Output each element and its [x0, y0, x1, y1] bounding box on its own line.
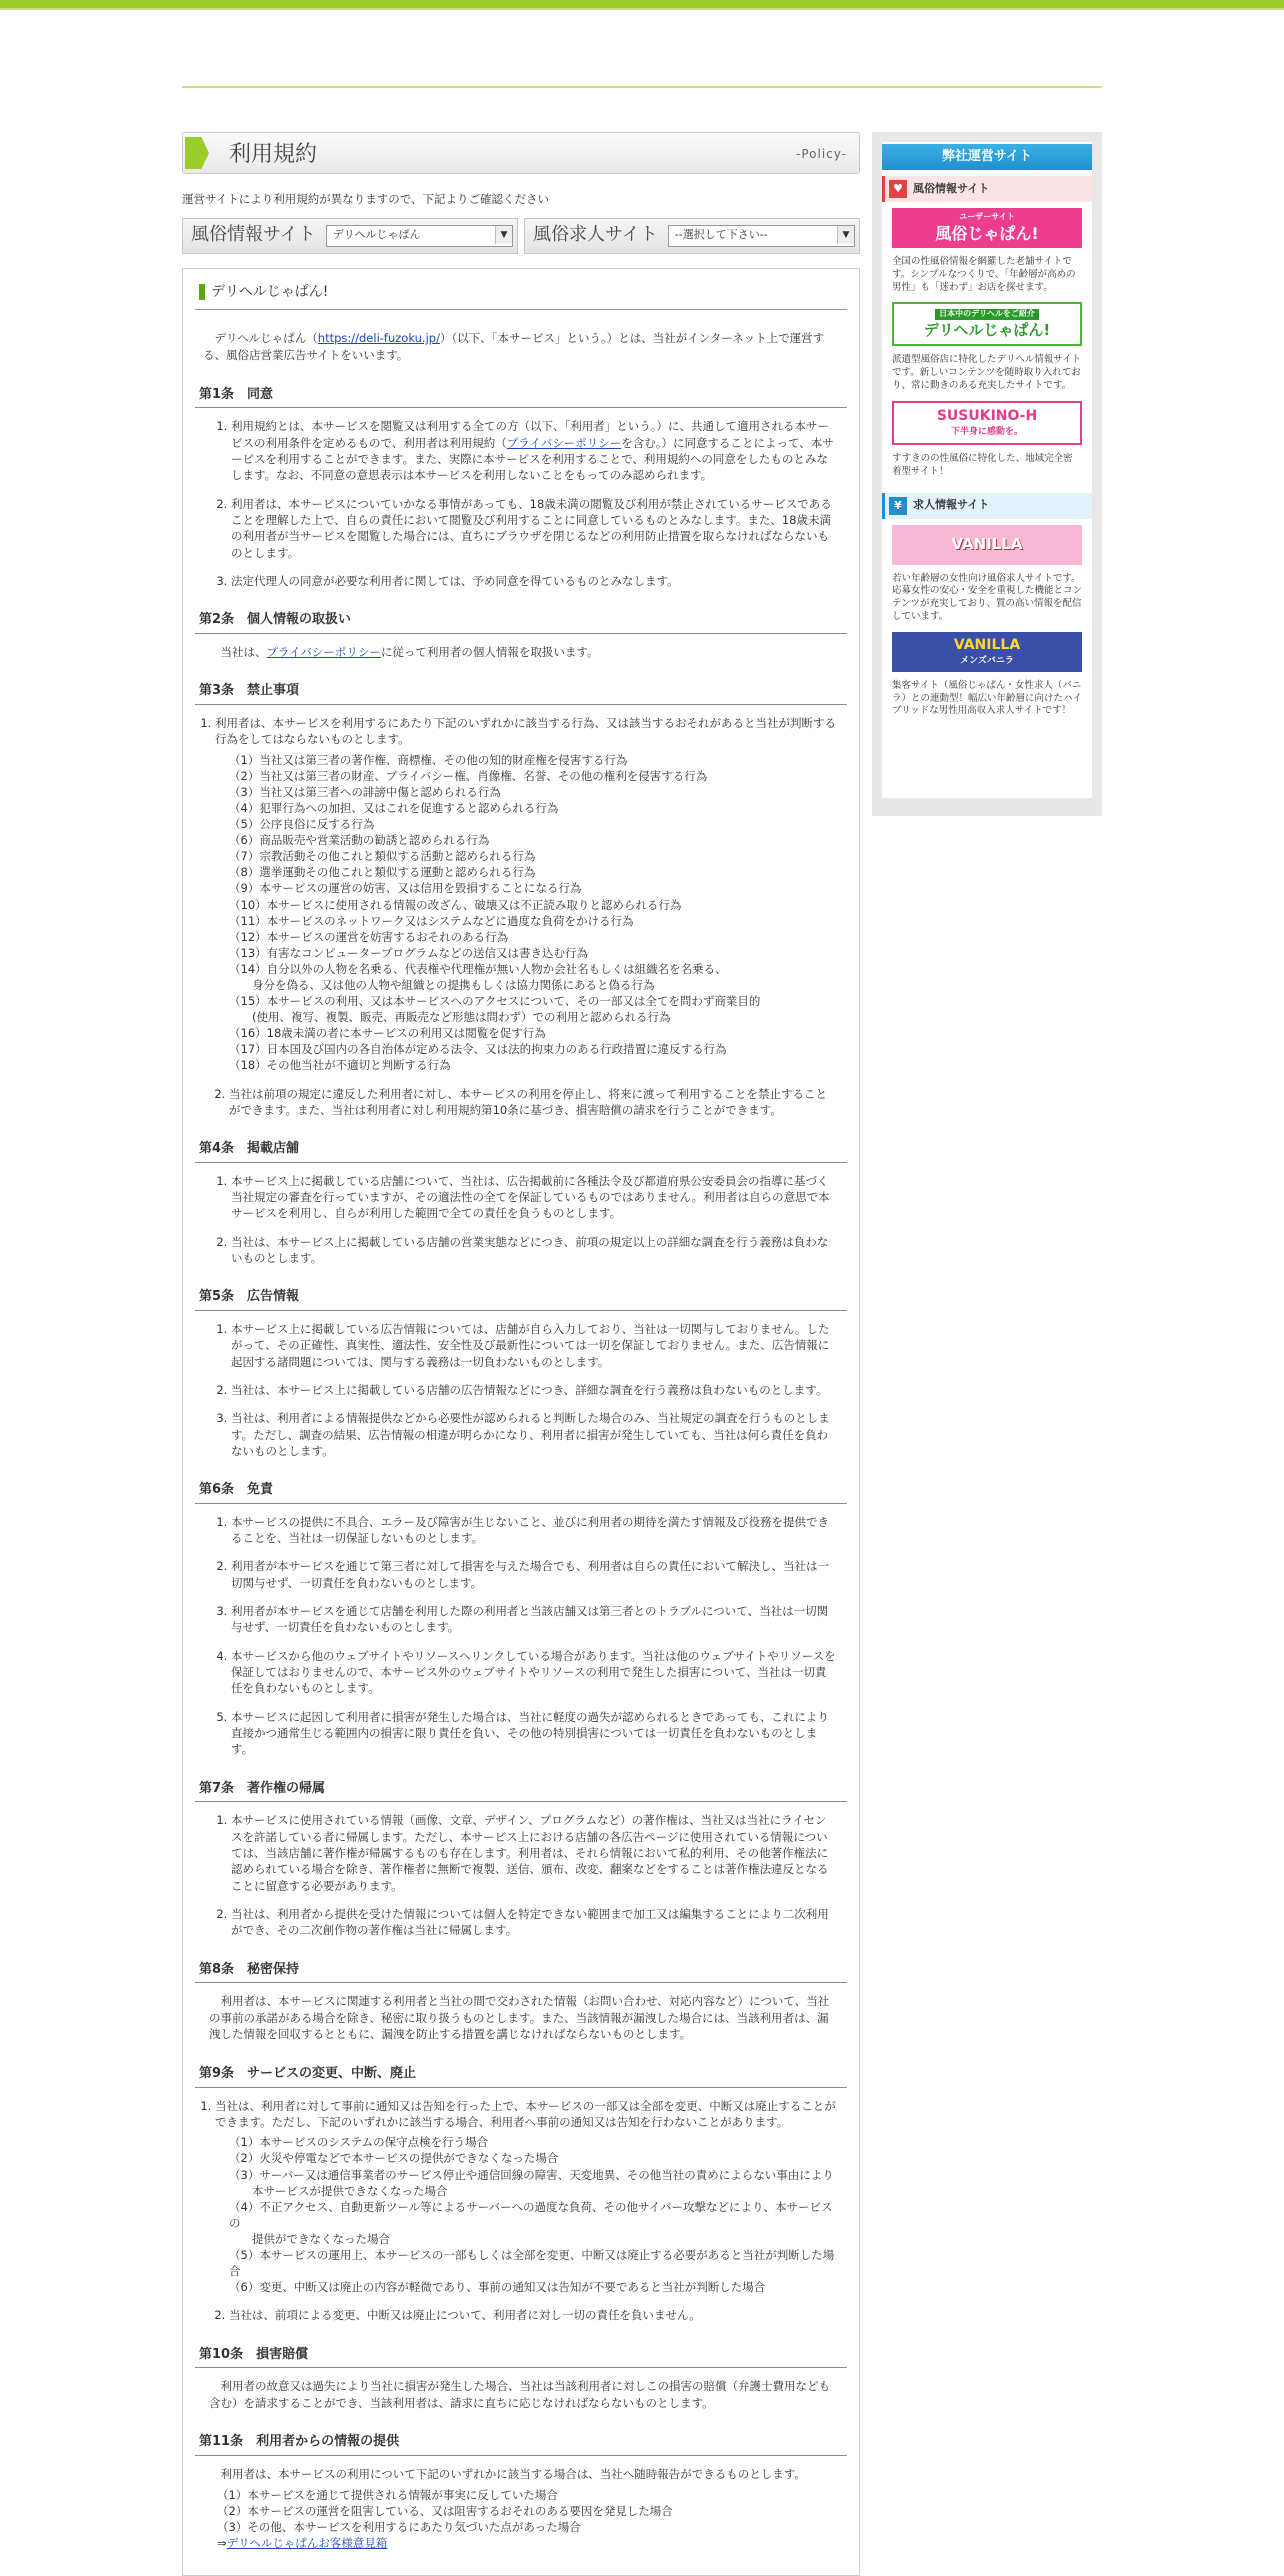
heading-mark	[199, 284, 205, 300]
susukino-banner[interactable]	[892, 401, 1082, 445]
article-2-title: 第2条 個人情報の取扱い	[195, 611, 847, 634]
article-4-list	[195, 1173, 847, 1267]
yen-icon: ¥	[889, 497, 907, 515]
sub-item: （11）本サービスのネットワーク又はシステムなどに過度な負荷をかける行為	[229, 913, 634, 928]
banner-subtext: 下半身に感動を。	[950, 427, 1023, 438]
list-item: 3. 法定代理人の同意が必要な利用者に関しては、予め同意を得ているものとみなします。	[231, 573, 837, 589]
page-subtitle: -Policy-	[796, 147, 847, 161]
site-header	[182, 10, 1102, 88]
lead-text: デリヘルじゃぱん（	[214, 331, 318, 346]
banner-subtext: メンズバニラ	[960, 656, 1014, 667]
banner-subtext: 日本中のデリヘルをご紹介	[935, 309, 1039, 320]
article-5-title: 第5条 広告情報	[195, 1288, 847, 1311]
sub-item: （15）本サービスの利用、又は本サービスへのアクセスについて、その一部又は全てを問わず商業目的	[229, 994, 761, 1009]
sidebar-header: 弊社運営サイト	[882, 142, 1092, 170]
article-6-list	[195, 1514, 847, 1758]
sub-item: 本サービスが提供できなくなった場合	[229, 2183, 448, 2198]
list-item: 2. 当社は、利用者から提供を受けた情報については個人を特定できない範囲まで加工又は編集することにより二次利用ができ、その二次創作物の著作権は当社に帰属します。	[231, 1906, 837, 1939]
chevron-down-icon: ▼	[495, 226, 512, 244]
list-item: 2. 当社は、本サービス上に掲載している店舗の広告情報などにつき、詳細な調査を行う義務は負わないものとします。	[231, 1382, 837, 1398]
sub-item: （4）不正アクセス、自動更新ツール等によるサーバーへの過度な負荷、その他サイバー攻撃などにより、本サービスの	[229, 2199, 833, 2230]
banner-title: デリヘルじゃぱん!	[923, 320, 1051, 339]
sub-item: （3）その他、本サービスを利用するにあたり気づいた点があった場合	[217, 2519, 581, 2534]
article-6-title: 第6条 免責	[195, 1481, 847, 1504]
fuzoku-category	[882, 176, 1092, 202]
article-10-title: 第10条 損害賠償	[195, 2346, 847, 2369]
list-item: 1. 本サービスに使用されている情報（画像、文章、デザイン、プログラムなど）の著作権は、当社又は当社にライセンスを許諾している者に帰属します。ただし、本サービス上における店舗の各広告ページに使用されている情報については、当該店舗に著作権が帰属するものも存在します。利用者は、それら情報において私的利用、その他著作権法に認められている場合を除き、著作権者に無断で複製、送信、頒布、改変、翻案などをすることは著作権法違反となることに留意する必要があります。	[231, 1812, 837, 1894]
article-3-title: 第3条 禁止事項	[195, 682, 847, 705]
sub-item: （10）本サービスに使用される情報の改ざん、破壊又は不正読み取りと認められる行為	[229, 897, 682, 912]
list-item: 1. 本サービス上に掲載している店舗について、当社は、広告掲載前に各種法令及び都道府県公安委員会の指導に基づく当社規定の審査を行っていますが、その適法性の全てを保証しているものではありません。利用者は自らの意思で本サービスを利用し、自らが利用した範囲で全ての責任を負うものとします。	[231, 1173, 837, 1222]
sub-item: 提供ができなくなった場合	[229, 2231, 390, 2246]
policy-content	[182, 268, 860, 2576]
select-value: --選択して下さい--	[674, 228, 768, 242]
heart-icon: ♥	[889, 180, 907, 198]
list-item: 2. 当社は、本サービス上に掲載している店舗の営業実態などにつき、前項の規定以上の詳細な調査を行う義務は負わないものとします。	[231, 1234, 837, 1267]
vanilla-banner[interactable]	[892, 525, 1082, 565]
selector-label: 風俗情報サイト	[191, 224, 316, 246]
article-4-title: 第4条 掲載店舗	[195, 1140, 847, 1163]
list-item: 1. 本サービスの提供に不具合、エラー及び障害が生じないこと、並びに利用者の期待を満たす情報及び役務を提供できることを、当社は一切保証しないものとします。	[231, 1514, 837, 1547]
sub-item: （13）有害なコンピュータープログラムなどの送信又は書き込む行為	[229, 945, 588, 960]
select-value: デリヘルじゃぱん	[332, 228, 421, 242]
chevron-down-icon: ▼	[837, 226, 854, 244]
banner-title: 風俗じゃぱん!	[935, 223, 1039, 243]
site-name: デリヘルじゃぱん!	[211, 283, 329, 300]
deli-japan-desc: 派遣型風俗店に特化したデリヘル情報サイトです。新しいコンテンツを随時取り入れており、常に動きのある充実したサイトです。	[892, 354, 1082, 392]
list-item	[215, 715, 837, 1074]
privacy-policy-link[interactable]: プライバシーポリシー	[506, 435, 622, 450]
susukino-desc: すすきのの性風俗に特化した、地域完全密着型サイト！	[892, 452, 1073, 477]
item-text: 当社は、利用者に対して事前に通知又は告知を行った上で、本サービスの一部又は全部を変更、中断又は廃止することができます。ただし、下記のいずれかに該当する場合、利用者へ事前の通知又は告知を行わないことがあります。	[215, 2098, 836, 2129]
list-item: 2. 当社は前項の規定に違反した利用者に対し、本サービスの利用を停止し、将来に渡って利用することを禁止することができます。また、当社は利用者に対し利用規約第10条に基づき、損害賠償の請求を行うことができます。	[229, 1086, 837, 1119]
sub-item: （2）火災や停電などで本サービスの提供ができなくなった場合	[229, 2151, 559, 2166]
sub-item: （5）本サービスの運用上、本サービスの一部もしくは全部を変更、中断又は廃止する必要があると当社が判断した場合	[229, 2247, 835, 2279]
article-2-body	[195, 644, 847, 661]
sub-item: (使用、複写、複製、販売、再販売など形態は問わず）での利用と認められる行為	[229, 1010, 671, 1025]
lead-paragraph	[195, 310, 847, 363]
article-1-list	[195, 418, 847, 589]
sub-item: （5）公序良俗に反する行為	[229, 817, 375, 832]
article-9-list	[195, 2098, 847, 2324]
sub-item: （6）商品販売や営業活動の勧誘と認められる行為	[229, 833, 490, 848]
article-8-title: 第8条 秘密保持	[195, 1961, 847, 1984]
fuzoku-japan-banner[interactable]	[892, 208, 1082, 248]
article-10-body: 利用者の故意又は過失により当社に損害が発生した場合、当社は当該利用者に対しこの損害の賠償（弁護士費用なども含む）を請求することができ、当該利用者は、請求に直ちに応じなければならないものとします。	[209, 2379, 830, 2410]
article-7-title: 第7条 著作権の帰属	[195, 1780, 847, 1803]
banner-subtext: ユーザーサイト	[959, 211, 1015, 221]
sub-item: （2）当社又は第三者の財産、プライバシー権、肖像権、名誉、その他の権利を侵害する行為	[229, 768, 708, 783]
page-wrapper	[182, 132, 1102, 2568]
item-text: 利用規約とは、本サービスを閲覧又は利用する全ての方（以下、「利用者」という。）に、共通して適用される本サービスの利用条件を定めるもので、利用者は利用規約（	[231, 419, 829, 450]
sub-item: （9）本サービスの運営の妨害、又は信用を毀損することになる行為	[229, 881, 582, 896]
privacy-policy-link[interactable]: プライバシーポリシー	[266, 644, 381, 659]
site-url-link[interactable]: https://deli-fuzoku.jp/	[317, 331, 440, 346]
arrow-prefix: ⇒	[217, 2535, 227, 2550]
list-item: 4. 本サービスから他のウェブサイトやリソースへリンクしている場合があります。当社は他のウェブサイトやリソースを保証してはおりませんので、本サービス外のウェブサイトやリソースの利用で発生した損害について、当社は一切責任を負わないものとします。	[231, 1648, 837, 1697]
mens-vanilla-desc: 集客サイト（風俗じゃぱん・女性求人（バニラ）との連動型！幅広い年齢層に向けたハイブリッドな男性用高収入求人サイトです！	[892, 679, 1083, 717]
sub-item: （16）18歳未満の者に本サービスの利用又は閲覧を促す行為	[229, 1026, 546, 1041]
selector-label: 風俗求人サイト	[533, 224, 658, 246]
page-title: 利用規約	[229, 142, 318, 167]
suspension-cases-list	[229, 2134, 837, 2295]
site-name-heading	[195, 283, 847, 311]
list-item: 3. 利用者が本サービスを通じて店舗を利用した際の利用者と当該店舗又は第三者とのトラブルについて、当社は一切関与せず、一切責任を負わないものとします。	[231, 1603, 837, 1636]
prohibited-acts-list	[229, 752, 837, 1074]
main-column	[182, 132, 860, 2576]
sub-item: （4）犯罪行為への加担、又はこれを促進すると認められる行為	[229, 800, 559, 815]
feedback-link-row	[195, 2535, 847, 2552]
intro-text: 運営サイトにより利用規約が異なりますので、下記よりご確認ください	[182, 192, 549, 206]
article-9-title: 第9条 サービスの変更、中断、廃止	[195, 2065, 847, 2088]
sub-item: （3）当社又は第三者への誹謗中傷と認められる行為	[229, 784, 501, 799]
list-item: 2. 当社は、前項による変更、中断又は廃止について、利用者に対し一切の責任を負いません。	[229, 2307, 837, 2323]
job-info-select[interactable]	[668, 225, 855, 247]
sub-item: （6）変更、中断又は廃止の内容が軽微であり、事前の通知又は告知が不要であると当社が判断した場合	[229, 2280, 766, 2295]
sub-item: （17）日本国及び国内の各自治体が定める法令、又は法的拘束力のある行政措置に違反する行為	[229, 1042, 727, 1057]
sub-item: （7）宗教活動その他これと類似する活動と認められる行為	[229, 849, 536, 864]
article-3-list	[195, 715, 847, 1118]
list-item	[215, 2098, 837, 2296]
site-selectors	[182, 218, 860, 254]
lead-text: ）（以下、「本サービス」という。）とは、当社がインターネット上で運営する、風俗店営業広告サイトをいいます。	[203, 331, 825, 363]
article-8-body: 利用者は、本サービスに関連する利用者と当社の間で交わされた情報（お問い合わせ、対応内容など）について、当社の事前の承諾がある場合を除き、秘密に取り扱うものとします。また、当該情報が漏洩した場合には、当該利用者は、漏洩した情報を回収するとともに、漏洩を防止する措置を講じなければならないものとします。	[209, 1994, 830, 2042]
top-accent-bar	[0, 0, 1284, 10]
sub-item: 身分を偽る、又は他の人物や組織との提携もしくは協力関係にあると偽る行為	[229, 977, 655, 992]
body-text: に従って利用者の個人情報を取扱います。	[380, 644, 599, 659]
sub-item: （8）選挙運動その他これと類似する運動と認められる行為	[229, 865, 536, 880]
job-info-selector	[524, 218, 860, 254]
sub-item: （1）当社又は第三者の著作権、商標権、その他の知的財産権を侵害する行為	[229, 752, 628, 767]
sub-item: （2）本サービスの運営を阻害している、又は阻害するおそれのある要因を発見した場合	[217, 2503, 673, 2518]
fuzoku-japan-desc: 全国の性風俗情報を網羅した老舗サイトです。シンプルなつくりで、「年齢層が高めの男性」も「迷わず」お店を探せます。	[892, 256, 1076, 293]
list-item: 5. 本サービスに起因して利用者に損害が発生した場合は、当社に軽度の過失が認められるときであっても、これにより直接かつ通常生じる範囲内の損害に限り責任を負い、その他の特別損害については一切責任を負わないものとします。	[231, 1709, 837, 1758]
list-item: 2. 利用者が本サービスを通じて第三者に対して損害を与えた場合でも、利用者は自らの責任において解決し、当社は一切関与せず、一切責任を負わないものとします。	[231, 1558, 837, 1591]
sub-item: （14）自分以外の人物を名乗る、代表権や代理権が無い人物か会社名もしくは組織名を名乗る、	[229, 961, 727, 976]
article-11-title: 第11条 利用者からの情報の提供	[195, 2433, 847, 2456]
list-item	[231, 418, 837, 483]
sub-item: （3）サーバー又は通信事業者のサービス停止や通信回線の障害、天変地異、その他当社の責めによらない事由により	[229, 2167, 834, 2182]
category-label: 求人情報サイト	[913, 498, 990, 512]
report-cases-list	[217, 2487, 847, 2535]
page-title-bar	[182, 132, 860, 174]
article-7-list	[195, 1812, 847, 1938]
mens-vanilla-banner[interactable]	[892, 632, 1082, 672]
article-11-body: 利用者は、本サービスの利用について下記のいずれかに該当する場合は、当社へ随時報告ができるものとします。	[220, 2467, 806, 2482]
job-category	[882, 493, 1092, 519]
fuzoku-info-select[interactable]	[326, 225, 513, 247]
sub-item: （1）本サービスを通じて提供される情報が事実に反していた場合	[217, 2487, 558, 2502]
list-item: 3. 当社は、利用者による情報提供などから必要性が認められると判断した場合のみ、当社規定の調査を行うものとします。ただし、調査の結果、広告情報の相違が明らかになり、利用者に損害が発生していても、当社は何ら責任を負わないものとします。	[231, 1410, 837, 1459]
item-text: 利用者は、本サービスを利用するにあたり下記のいずれかに該当する行為、又は該当するおそれがあると当社が判断する行為をしてはならないものとします。	[215, 716, 836, 747]
feedback-box-link[interactable]: デリヘルじゃぱんお客様意見箱	[226, 2535, 388, 2550]
fuzoku-info-selector	[182, 218, 518, 254]
banner-title: SUSUKINO-H	[936, 408, 1038, 425]
article-1-title: 第1条 同意	[195, 386, 847, 409]
deli-japan-banner[interactable]	[892, 302, 1082, 346]
article-5-list	[195, 1321, 847, 1459]
banner-title: VANILLA	[951, 535, 1023, 554]
arrow-icon	[185, 137, 209, 169]
sidebar	[872, 132, 1102, 816]
sub-item: （12）本サービスの運営を妨害するおそれのある行為	[229, 929, 509, 944]
item-text: を含む。）に同意することによって、本サービスを利用することができます。また、実際に本サービスを利用することで、利用規約への同意をしたものとみなします。なお、不同意の意思表示は本サービスを利用しないことをもってのみ認められます。	[231, 435, 834, 483]
sub-item: （18）その他当社が不適切と判断する行為	[229, 1058, 451, 1073]
sidebar-panel	[882, 142, 1092, 798]
banner-title: VANILLA	[953, 637, 1021, 654]
vanilla-desc: 若い年齢層の女性向け風俗求人サイトです。応募女性の安心・安全を重視した機能とコンテンツが充実しており、質の高い情報を配信しています。	[892, 572, 1083, 622]
list-item: 1. 本サービス上に掲載している広告情報については、店舗が自ら入力しており、当社は一切関与しておりません。したがって、その正確性、真実性、適法性、安全性及び最新性については一切を保証しておりません。また、広告情報に起因する諸問題については、関与する義務は一切負わないものとします。	[231, 1321, 837, 1370]
list-item: 2. 利用者は、本サービスについていかなる事情があっても、18歳未満の閲覧及び利用が禁止されているサービスであることを理解した上で、自らの責任において閲覧及び利用することに同意しているものとみなします。また、18歳未満の利用者が当サービスを閲覧した場合には、直ちにブラウザを閉じるなどの利用防止措置を取らなければならないものとします。	[231, 496, 837, 561]
category-label: 風俗情報サイト	[913, 181, 990, 195]
sub-item: （1）本サービスのシステムの保守点検を行う場合	[229, 2135, 489, 2150]
body-text: 当社は、	[220, 644, 267, 659]
